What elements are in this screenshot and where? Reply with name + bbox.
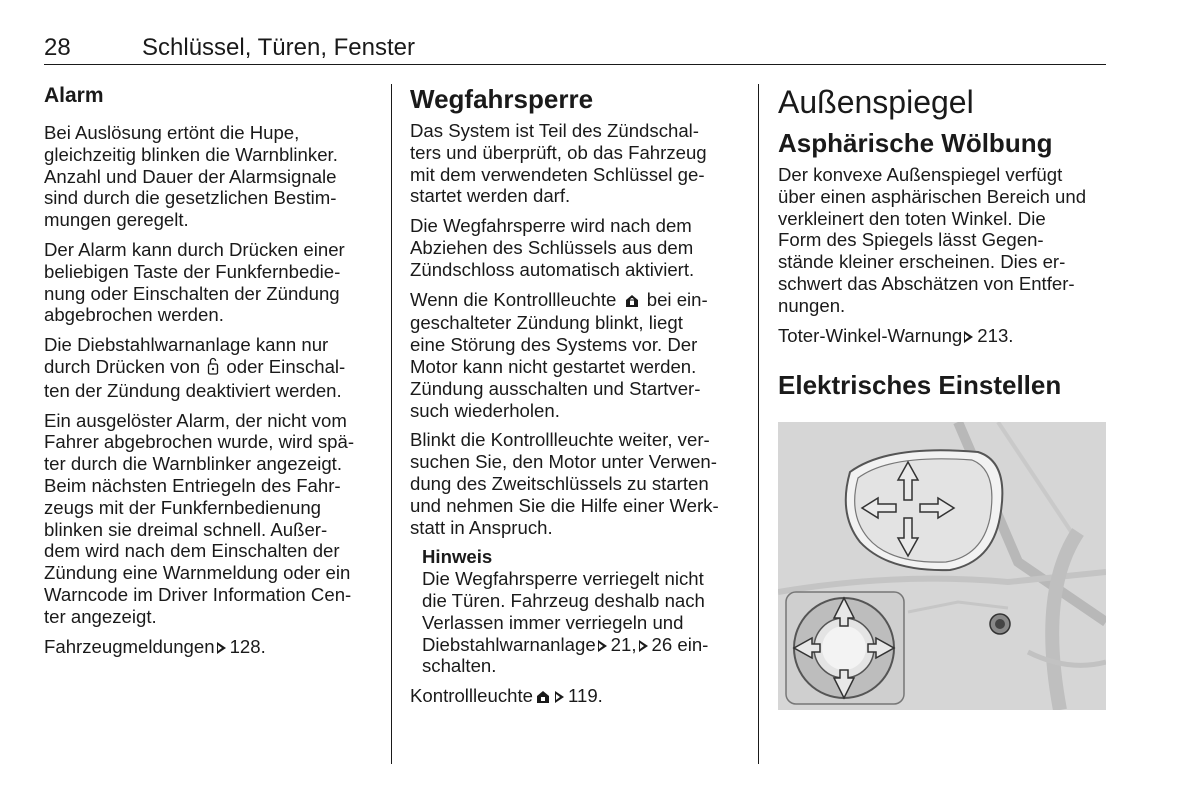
text-line: Zündung eine Warnmeldung oder ein (44, 562, 351, 584)
text-line: Die Diebstahlwarnanlage kann nur (44, 334, 329, 356)
text-line: ter angezeigt. (44, 605, 157, 627)
heading-elektrisches-einstellen: Elektrisches Einstellen (778, 370, 1062, 401)
paragraph (44, 410, 372, 628)
text-line: nungen. (778, 294, 846, 316)
paragraph (44, 239, 372, 326)
reference-text: Kontrollleuchte (410, 685, 534, 707)
column-immobilizer (410, 84, 740, 717)
reference-arrow-icon (555, 691, 564, 703)
text-line: die Türen. Fahrzeug deshalb nach (422, 589, 705, 611)
text-line: Das System ist Teil des Zündschal‐ (410, 120, 700, 141)
heading-alarm: Alarm (44, 84, 104, 107)
text-line: Blinkt die Kontrollleuchte weiter, ver‐ (410, 429, 710, 451)
text-line: Motor kann nicht gestartet werden. (410, 355, 697, 377)
text-line: nung oder Einschalten der Zündung (44, 282, 340, 304)
reference-arrow-icon (217, 642, 226, 654)
text-line (44, 356, 372, 380)
text-line: verkleinert den toten Winkel. Die (778, 207, 1046, 229)
reference-page[interactable]: 119. (568, 685, 603, 707)
text-line: Der Alarm kann durch Drücken einer (44, 238, 345, 260)
text-line: stände kleiner erscheinen. Dies er‐ (778, 251, 1066, 273)
text: bei ein‐ (641, 288, 708, 310)
text-line: dem wird nach dem Einschalten der (44, 540, 340, 562)
column-alarm (44, 84, 372, 665)
text-line: Der konvexe Außenspiegel verfügt (778, 164, 1063, 185)
reference-arrow-icon (639, 640, 648, 652)
text-line: Die Wegfahrsperre verriegelt nicht (422, 568, 704, 590)
text: Wenn die Kontrollleuchte (410, 288, 622, 310)
text-line: zeugs mit der Funkfernbedienung (44, 496, 322, 518)
text-line: suchen Sie, den Motor unter Verwen‐ (410, 451, 717, 473)
reference-text: Fahrzeugmeldungen (44, 635, 215, 657)
paragraph (410, 215, 740, 280)
page-header (44, 30, 1106, 65)
text-line: startet werden darf. (410, 185, 571, 207)
cross-reference[interactable] (44, 636, 372, 658)
reference-arrow-icon (598, 640, 607, 652)
text: Diebstahlwarnanlage (422, 633, 596, 655)
text-line: Abziehen des Schlüssels aus dem (410, 236, 694, 258)
reference-page[interactable]: 128. (229, 635, 266, 657)
mirror-adjustment-illustration (778, 422, 1106, 710)
heading-aussenspiegel: Außenspiegel (778, 84, 974, 120)
paragraph (44, 334, 372, 401)
page-number: 28 (44, 34, 71, 61)
text-line: Ein ausgelöster Alarm, der nicht vom (44, 409, 347, 431)
reference-page[interactable]: 21, (610, 633, 637, 655)
text-line: blinken sie dreimal schnell. Außer‐ (44, 518, 328, 540)
text-line: ters und überprüft, ob das Fahrzeug (410, 141, 707, 163)
heading-asphaerische: Asphärische Wölbung (778, 128, 1053, 158)
immobilizer-light-icon (535, 687, 551, 709)
text: oder Einschal‐ (221, 355, 346, 377)
text-line: ter durch die Warnblinker angezeigt. (44, 453, 342, 475)
text-line: abgebrochen werden. (44, 304, 224, 326)
text-line: mungen geregelt. (44, 209, 189, 231)
text-line: geschalteter Zündung blinkt, liegt (410, 312, 683, 334)
unlock-button-icon (207, 357, 219, 380)
text-line: dung des Zweitschlüssels zu starten (410, 472, 709, 494)
text-line: schwert das Abschätzen von Entfer‐ (778, 272, 1075, 294)
text-line: statt in Anspruch. (410, 516, 553, 538)
reference-page[interactable]: 26 ein‐ (651, 633, 709, 655)
paragraph (778, 164, 1108, 317)
text-line: Bei Auslösung ertönt die Hupe, (44, 122, 300, 143)
paragraph (44, 122, 372, 231)
text-line: ten der Zündung deaktiviert werden. (44, 379, 342, 401)
paragraph (410, 120, 740, 207)
text-line: Verlassen immer verriegeln und (422, 611, 684, 633)
paragraph (410, 429, 740, 538)
text-line: eine Störung des Systems vor. Der (410, 334, 698, 356)
text-line: Form des Spiegels lässt Gegen‐ (778, 229, 1044, 251)
text-line: Anzahl und Dauer der Alarmsignale (44, 165, 337, 187)
text-line: und nehmen Sie die Hilfe einer Werk‐ (410, 494, 719, 516)
text-line: mit dem verwendeten Schlüssel ge‐ (410, 163, 705, 185)
column-mirror (778, 84, 1108, 410)
text-line: such wiederholen. (410, 399, 560, 421)
section-title: Schlüssel, Türen, Fenster (142, 34, 416, 61)
column-divider (758, 84, 759, 764)
text-line: sind durch die gesetzlichen Bestim‐ (44, 187, 337, 209)
note-box (422, 546, 740, 677)
text: durch Drücken von (44, 355, 206, 377)
text-line: gleichzeitig blinken die Warnblinker. (44, 143, 338, 165)
heading-wegfahrsperre: Wegfahrsperre (410, 84, 594, 114)
text-line: Zündschloss automatisch aktiviert. (410, 258, 695, 280)
text-line (422, 634, 740, 656)
reference-page[interactable]: 213. (977, 324, 1014, 346)
text-line: beliebigen Taste der Funkfernbedie‐ (44, 260, 341, 282)
column-divider (391, 84, 392, 764)
reference-text: Toter-Winkel-Warnung (778, 324, 963, 346)
text-line: über einen asphärischen Bereich und (778, 185, 1087, 207)
cross-reference[interactable] (778, 325, 1108, 347)
text-line: Die Wegfahrsperre wird nach dem (410, 215, 692, 237)
text-line: Warncode im Driver Information Cen‐ (44, 583, 352, 605)
text-line: Zündung ausschalten und Startver‐ (410, 377, 701, 399)
paragraph (410, 289, 740, 422)
text-line: schalten. (422, 655, 497, 677)
note-title: Hinweis (422, 546, 493, 568)
text-line: Beim nächsten Entriegeln des Fahr‐ (44, 474, 341, 496)
immobilizer-light-icon (624, 291, 640, 313)
text-line (410, 289, 740, 313)
cross-reference[interactable] (410, 685, 740, 709)
reference-arrow-icon (964, 331, 973, 343)
text-line: Fahrer abgebrochen wurde, wird spä‐ (44, 431, 355, 453)
